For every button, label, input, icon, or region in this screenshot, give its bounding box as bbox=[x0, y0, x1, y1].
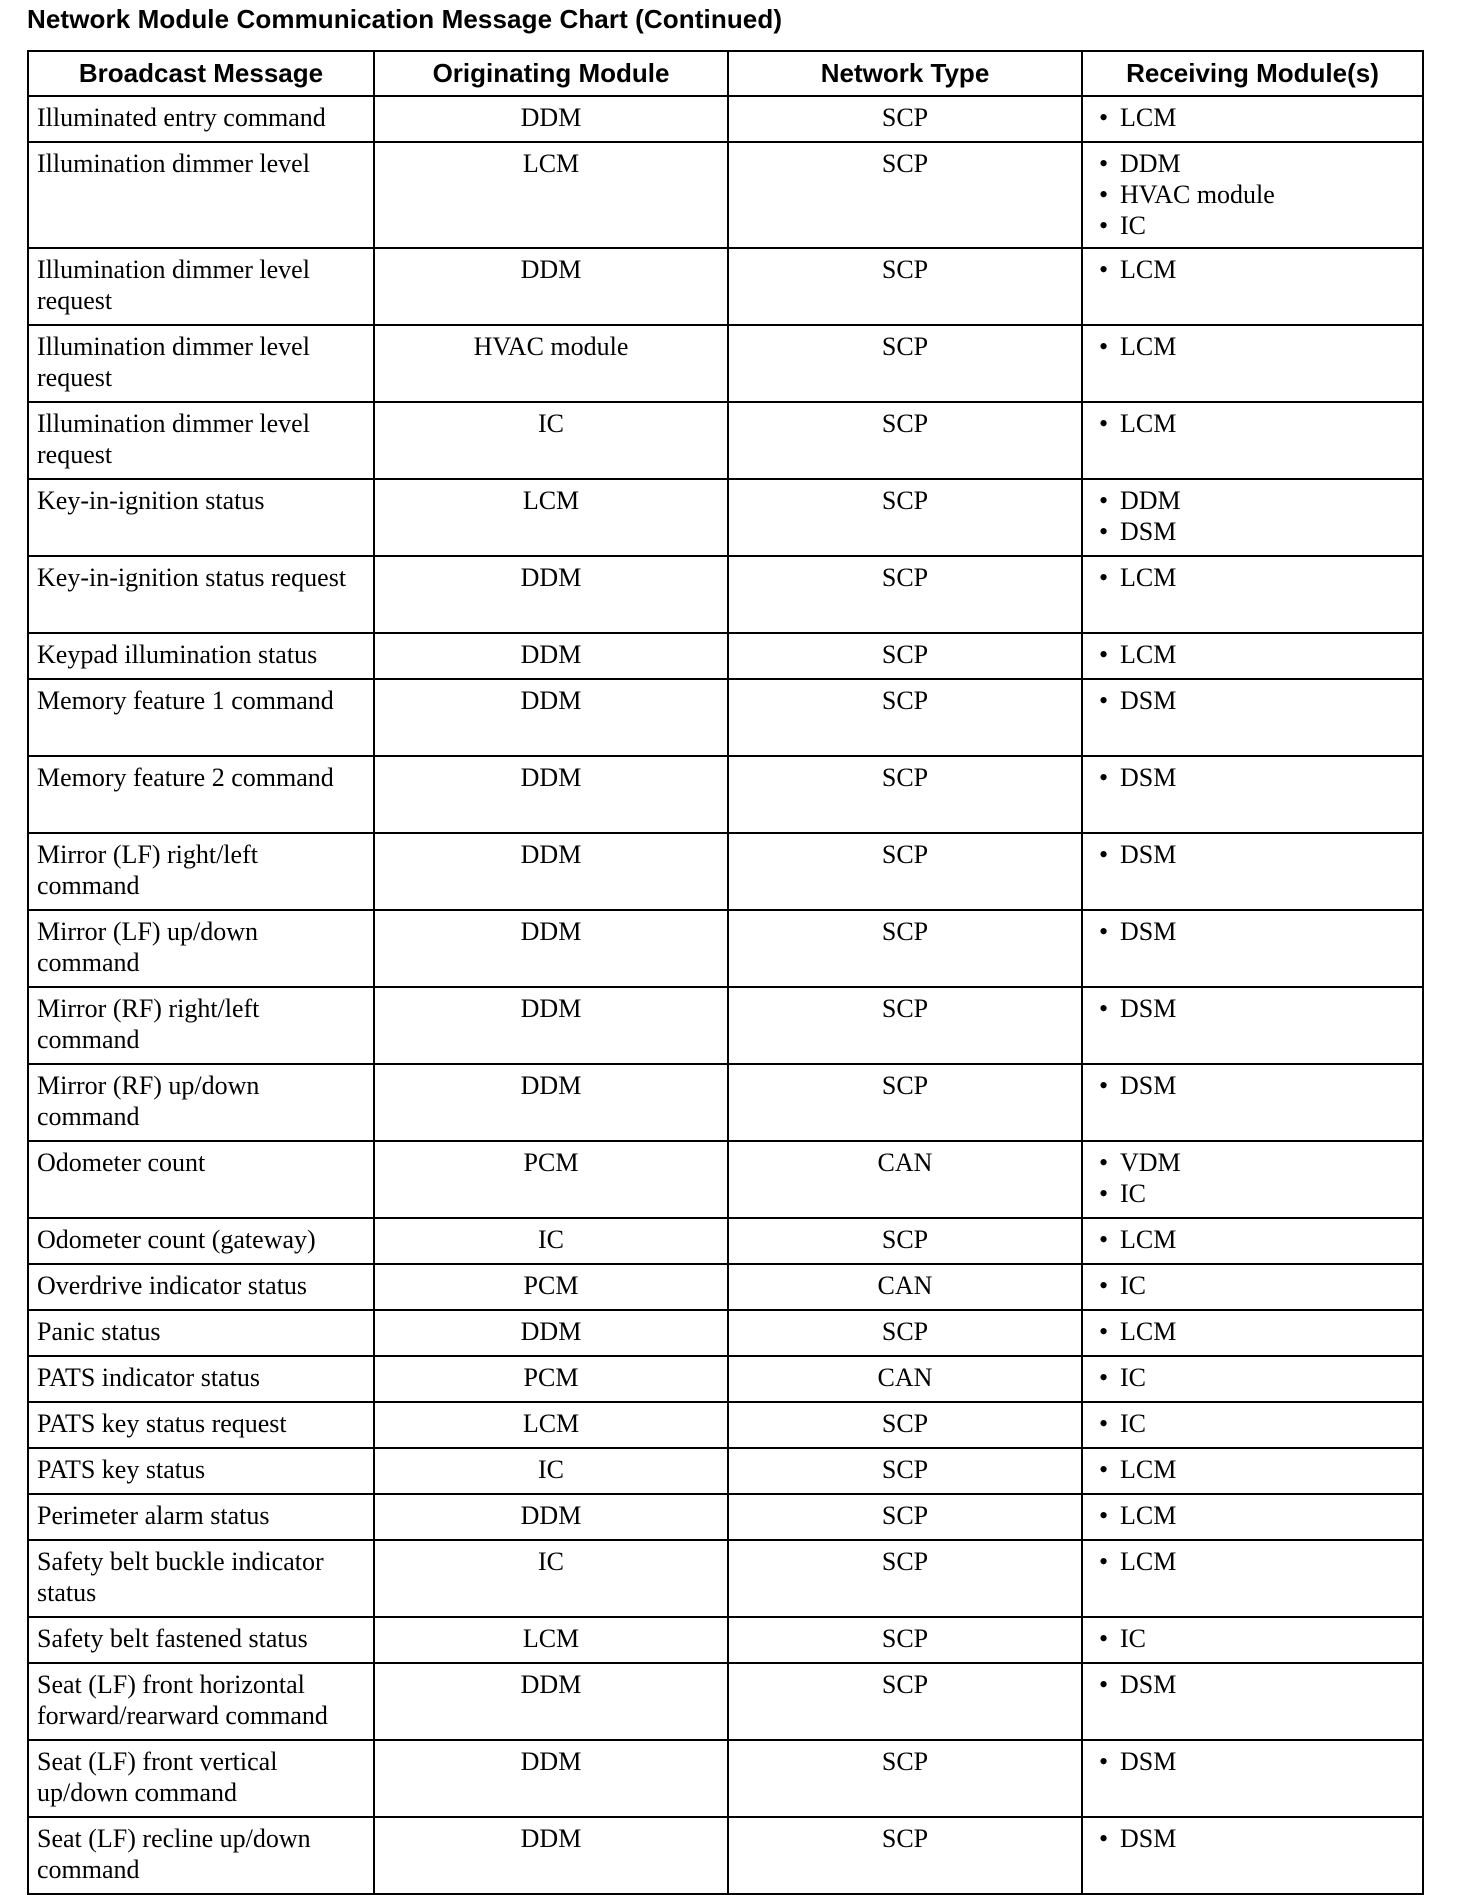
receiving-modules-cell bbox=[1082, 833, 1423, 910]
table-row bbox=[28, 248, 1423, 325]
list-item bbox=[1099, 148, 1414, 179]
receiving-modules-list bbox=[1091, 254, 1414, 285]
receiving-module-label: IC bbox=[1120, 1179, 1146, 1208]
originating-module-cell: DDM bbox=[374, 248, 728, 325]
originating-module-cell: IC bbox=[374, 1540, 728, 1617]
receiving-module-label: VDM bbox=[1120, 1148, 1181, 1177]
originating-module-cell: IC bbox=[374, 1218, 728, 1264]
broadcast-message-cell: Mirror (LF) up/down command bbox=[28, 910, 374, 987]
originating-module-cell: IC bbox=[374, 1448, 728, 1494]
network-type-cell: SCP bbox=[728, 1494, 1082, 1540]
network-type-cell: SCP bbox=[728, 142, 1082, 248]
list-item bbox=[1099, 210, 1414, 241]
receiving-modules-list bbox=[1091, 1500, 1414, 1531]
receiving-module-label: LCM bbox=[1120, 1501, 1177, 1530]
bullet-icon: • bbox=[1099, 103, 1109, 132]
table-row bbox=[28, 1817, 1423, 1894]
receiving-modules-cell bbox=[1082, 556, 1423, 633]
network-type-cell: SCP bbox=[728, 679, 1082, 756]
network-type-cell: SCP bbox=[728, 402, 1082, 479]
receiving-module-label: LCM bbox=[1120, 1455, 1177, 1484]
receiving-modules-list bbox=[1091, 1454, 1414, 1485]
network-type-cell: SCP bbox=[728, 248, 1082, 325]
receiving-modules-list bbox=[1091, 685, 1414, 716]
network-type-cell: SCP bbox=[728, 1540, 1082, 1617]
table-row bbox=[28, 833, 1423, 910]
bullet-icon: • bbox=[1099, 1225, 1109, 1254]
originating-module-cell: DDM bbox=[374, 96, 728, 142]
receiving-module-label: DSM bbox=[1120, 840, 1177, 869]
receiving-modules-cell bbox=[1082, 479, 1423, 556]
list-item bbox=[1099, 839, 1414, 870]
originating-module-cell: DDM bbox=[374, 1494, 728, 1540]
bullet-icon: • bbox=[1099, 1824, 1109, 1853]
table-row bbox=[28, 1494, 1423, 1540]
bullet-icon: • bbox=[1099, 1363, 1109, 1392]
receiving-modules-list bbox=[1091, 1070, 1414, 1101]
network-type-cell: SCP bbox=[728, 1218, 1082, 1264]
originating-module-cell: DDM bbox=[374, 987, 728, 1064]
receiving-modules-cell bbox=[1082, 325, 1423, 402]
receiving-modules-cell bbox=[1082, 1264, 1423, 1310]
list-item bbox=[1099, 1669, 1414, 1700]
broadcast-message-cell: Safety belt fastened status bbox=[28, 1617, 374, 1663]
receiving-modules-cell bbox=[1082, 1218, 1423, 1264]
broadcast-message-cell: Seat (LF) front horizontal forward/rearward command bbox=[28, 1663, 374, 1740]
list-item bbox=[1099, 254, 1414, 285]
broadcast-message-cell: Safety belt buckle indicator status bbox=[28, 1540, 374, 1617]
list-item bbox=[1099, 1408, 1414, 1439]
receiving-modules-cell bbox=[1082, 1540, 1423, 1617]
table-row bbox=[28, 1310, 1423, 1356]
receiving-module-label: IC bbox=[1120, 211, 1146, 240]
originating-module-cell: PCM bbox=[374, 1141, 728, 1218]
receiving-module-label: IC bbox=[1120, 1271, 1146, 1300]
table-row bbox=[28, 1141, 1423, 1218]
broadcast-message-cell: PATS key status request bbox=[28, 1402, 374, 1448]
receiving-modules-list bbox=[1091, 1823, 1414, 1854]
network-type-cell: SCP bbox=[728, 833, 1082, 910]
bullet-icon: • bbox=[1099, 840, 1109, 869]
table-header-row bbox=[28, 51, 1423, 96]
receiving-modules-list bbox=[1091, 1546, 1414, 1577]
list-item bbox=[1099, 562, 1414, 593]
receiving-module-label: DDM bbox=[1120, 149, 1181, 178]
network-type-cell: SCP bbox=[728, 1448, 1082, 1494]
bullet-icon: • bbox=[1099, 149, 1109, 178]
receiving-module-label: LCM bbox=[1120, 103, 1177, 132]
column-header-receiving-modules: Receiving Module(s) bbox=[1082, 51, 1423, 96]
receiving-module-label: DSM bbox=[1120, 994, 1177, 1023]
originating-module-cell: DDM bbox=[374, 633, 728, 679]
message-chart-table bbox=[27, 50, 1424, 1895]
originating-module-cell: DDM bbox=[374, 756, 728, 833]
table-row bbox=[28, 1663, 1423, 1740]
bullet-icon: • bbox=[1099, 1670, 1109, 1699]
receiving-module-label: LCM bbox=[1120, 563, 1177, 592]
receiving-modules-list bbox=[1091, 1270, 1414, 1301]
receiving-module-label: LCM bbox=[1120, 409, 1177, 438]
receiving-modules-cell bbox=[1082, 1141, 1423, 1218]
receiving-modules-list bbox=[1091, 148, 1414, 241]
originating-module-cell: PCM bbox=[374, 1356, 728, 1402]
receiving-modules-cell bbox=[1082, 142, 1423, 248]
list-item bbox=[1099, 1546, 1414, 1577]
table-row bbox=[28, 633, 1423, 679]
receiving-modules-cell bbox=[1082, 1064, 1423, 1141]
originating-module-cell: DDM bbox=[374, 1663, 728, 1740]
originating-module-cell: HVAC module bbox=[374, 325, 728, 402]
column-header-originating-module: Originating Module bbox=[374, 51, 728, 96]
originating-module-cell: DDM bbox=[374, 1740, 728, 1817]
table-row bbox=[28, 1617, 1423, 1663]
network-type-cell: CAN bbox=[728, 1141, 1082, 1218]
receiving-modules-list bbox=[1091, 1408, 1414, 1439]
bullet-icon: • bbox=[1099, 1501, 1109, 1530]
receiving-module-label: DSM bbox=[1120, 686, 1177, 715]
table-row bbox=[28, 96, 1423, 142]
broadcast-message-cell: Overdrive indicator status bbox=[28, 1264, 374, 1310]
network-type-cell: SCP bbox=[728, 1617, 1082, 1663]
broadcast-message-cell: Illumination dimmer level request bbox=[28, 402, 374, 479]
receiving-modules-cell bbox=[1082, 1356, 1423, 1402]
broadcast-message-cell: Perimeter alarm status bbox=[28, 1494, 374, 1540]
receiving-module-label: HVAC module bbox=[1120, 180, 1275, 209]
receiving-modules-cell bbox=[1082, 402, 1423, 479]
bullet-icon: • bbox=[1099, 1148, 1109, 1177]
broadcast-message-cell: Panic status bbox=[28, 1310, 374, 1356]
receiving-module-label: LCM bbox=[1120, 1547, 1177, 1576]
list-item bbox=[1099, 485, 1414, 516]
bullet-icon: • bbox=[1099, 763, 1109, 792]
broadcast-message-cell: Memory feature 1 command bbox=[28, 679, 374, 756]
network-type-cell: SCP bbox=[728, 96, 1082, 142]
bullet-icon: • bbox=[1099, 409, 1109, 438]
originating-module-cell: DDM bbox=[374, 833, 728, 910]
originating-module-cell: LCM bbox=[374, 479, 728, 556]
receiving-modules-list bbox=[1091, 839, 1414, 870]
receiving-modules-cell bbox=[1082, 1448, 1423, 1494]
receiving-module-label: LCM bbox=[1120, 255, 1177, 284]
list-item bbox=[1099, 762, 1414, 793]
bullet-icon: • bbox=[1099, 255, 1109, 284]
receiving-modules-cell bbox=[1082, 987, 1423, 1064]
broadcast-message-cell: Seat (LF) front vertical up/down command bbox=[28, 1740, 374, 1817]
table-row bbox=[28, 1356, 1423, 1402]
page-title: Network Module Communication Message Chart (Continued) bbox=[27, 4, 783, 34]
receiving-modules-list bbox=[1091, 331, 1414, 362]
receiving-modules-list bbox=[1091, 1669, 1414, 1700]
receiving-modules-list bbox=[1091, 1362, 1414, 1393]
receiving-modules-list bbox=[1091, 408, 1414, 439]
receiving-modules-cell bbox=[1082, 1494, 1423, 1540]
network-type-cell: SCP bbox=[728, 756, 1082, 833]
network-type-cell: SCP bbox=[728, 479, 1082, 556]
originating-module-cell: DDM bbox=[374, 1817, 728, 1894]
receiving-modules-list bbox=[1091, 1147, 1414, 1209]
receiving-module-label: DSM bbox=[1120, 1670, 1177, 1699]
bullet-icon: • bbox=[1099, 563, 1109, 592]
receiving-modules-cell bbox=[1082, 1663, 1423, 1740]
table-row bbox=[28, 1218, 1423, 1264]
list-item bbox=[1099, 916, 1414, 947]
column-header-broadcast-message: Broadcast Message bbox=[28, 51, 374, 96]
table-row bbox=[28, 142, 1423, 248]
list-item bbox=[1099, 639, 1414, 670]
network-type-cell: SCP bbox=[728, 987, 1082, 1064]
list-item bbox=[1099, 1270, 1414, 1301]
table-row bbox=[28, 910, 1423, 987]
list-item bbox=[1099, 1454, 1414, 1485]
bullet-icon: • bbox=[1099, 1071, 1109, 1100]
bullet-icon: • bbox=[1099, 332, 1109, 361]
originating-module-cell: DDM bbox=[374, 910, 728, 987]
bullet-icon: • bbox=[1099, 1271, 1109, 1300]
table-row bbox=[28, 679, 1423, 756]
table-row bbox=[28, 402, 1423, 479]
network-type-cell: SCP bbox=[728, 1310, 1082, 1356]
originating-module-cell: LCM bbox=[374, 142, 728, 248]
broadcast-message-cell: Illumination dimmer level request bbox=[28, 248, 374, 325]
table-row bbox=[28, 987, 1423, 1064]
bullet-icon: • bbox=[1099, 1409, 1109, 1438]
list-item bbox=[1099, 102, 1414, 133]
network-type-cell: CAN bbox=[728, 1264, 1082, 1310]
network-type-cell: SCP bbox=[728, 910, 1082, 987]
list-item bbox=[1099, 1178, 1414, 1209]
table-row bbox=[28, 1264, 1423, 1310]
receiving-modules-cell bbox=[1082, 1402, 1423, 1448]
receiving-module-label: DSM bbox=[1120, 917, 1177, 946]
list-item bbox=[1099, 685, 1414, 716]
bullet-icon: • bbox=[1099, 211, 1109, 240]
broadcast-message-cell: Key-in-ignition status request bbox=[28, 556, 374, 633]
network-type-cell: SCP bbox=[728, 556, 1082, 633]
receiving-modules-cell bbox=[1082, 1310, 1423, 1356]
receiving-module-label: IC bbox=[1120, 1624, 1146, 1653]
receiving-module-label: LCM bbox=[1120, 1317, 1177, 1346]
broadcast-message-cell: PATS key status bbox=[28, 1448, 374, 1494]
receiving-modules-cell bbox=[1082, 633, 1423, 679]
receiving-module-label: LCM bbox=[1120, 640, 1177, 669]
broadcast-message-cell: Illumination dimmer level bbox=[28, 142, 374, 248]
receiving-module-label: DSM bbox=[1120, 1824, 1177, 1853]
network-type-cell: SCP bbox=[728, 1663, 1082, 1740]
bullet-icon: • bbox=[1099, 517, 1109, 546]
receiving-modules-cell bbox=[1082, 1740, 1423, 1817]
receiving-modules-cell bbox=[1082, 1617, 1423, 1663]
table-row bbox=[28, 1064, 1423, 1141]
originating-module-cell: DDM bbox=[374, 1310, 728, 1356]
table-row bbox=[28, 556, 1423, 633]
broadcast-message-cell: Key-in-ignition status bbox=[28, 479, 374, 556]
receiving-module-label: LCM bbox=[1120, 332, 1177, 361]
bullet-icon: • bbox=[1099, 1179, 1109, 1208]
receiving-modules-list bbox=[1091, 102, 1414, 133]
broadcast-message-cell: Illuminated entry command bbox=[28, 96, 374, 142]
receiving-modules-cell bbox=[1082, 96, 1423, 142]
receiving-module-label: IC bbox=[1120, 1409, 1146, 1438]
column-header-network-type: Network Type bbox=[728, 51, 1082, 96]
network-type-cell: SCP bbox=[728, 1817, 1082, 1894]
receiving-modules-cell bbox=[1082, 756, 1423, 833]
list-item bbox=[1099, 408, 1414, 439]
receiving-module-label: DSM bbox=[1120, 1071, 1177, 1100]
receiving-modules-cell bbox=[1082, 679, 1423, 756]
list-item bbox=[1099, 1362, 1414, 1393]
receiving-modules-list bbox=[1091, 1316, 1414, 1347]
receiving-modules-list bbox=[1091, 993, 1414, 1024]
table-body bbox=[28, 96, 1423, 1894]
broadcast-message-cell: Mirror (RF) right/left command bbox=[28, 987, 374, 1064]
network-type-cell: SCP bbox=[728, 1740, 1082, 1817]
broadcast-message-cell: PATS indicator status bbox=[28, 1356, 374, 1402]
bullet-icon: • bbox=[1099, 1317, 1109, 1346]
table-row bbox=[28, 325, 1423, 402]
network-type-cell: SCP bbox=[728, 1402, 1082, 1448]
receiving-modules-cell bbox=[1082, 248, 1423, 325]
list-item bbox=[1099, 179, 1414, 210]
originating-module-cell: DDM bbox=[374, 1064, 728, 1141]
list-item bbox=[1099, 993, 1414, 1024]
bullet-icon: • bbox=[1099, 1624, 1109, 1653]
table-row bbox=[28, 1540, 1423, 1617]
receiving-modules-list bbox=[1091, 639, 1414, 670]
broadcast-message-cell: Mirror (RF) up/down command bbox=[28, 1064, 374, 1141]
bullet-icon: • bbox=[1099, 686, 1109, 715]
receiving-module-label: DSM bbox=[1120, 517, 1177, 546]
broadcast-message-cell: Odometer count (gateway) bbox=[28, 1218, 374, 1264]
table-row bbox=[28, 1740, 1423, 1817]
list-item bbox=[1099, 1147, 1414, 1178]
list-item bbox=[1099, 1823, 1414, 1854]
table-row bbox=[28, 1402, 1423, 1448]
list-item bbox=[1099, 331, 1414, 362]
bullet-icon: • bbox=[1099, 1547, 1109, 1576]
receiving-modules-cell bbox=[1082, 910, 1423, 987]
bullet-icon: • bbox=[1099, 640, 1109, 669]
receiving-modules-list bbox=[1091, 485, 1414, 547]
list-item bbox=[1099, 1316, 1414, 1347]
receiving-modules-list bbox=[1091, 1746, 1414, 1777]
receiving-modules-list bbox=[1091, 1224, 1414, 1255]
list-item bbox=[1099, 1746, 1414, 1777]
broadcast-message-cell: Illumination dimmer level request bbox=[28, 325, 374, 402]
originating-module-cell: PCM bbox=[374, 1264, 728, 1310]
receiving-modules-cell bbox=[1082, 1817, 1423, 1894]
list-item bbox=[1099, 1224, 1414, 1255]
broadcast-message-cell: Memory feature 2 command bbox=[28, 756, 374, 833]
bullet-icon: • bbox=[1099, 994, 1109, 1023]
originating-module-cell: LCM bbox=[374, 1402, 728, 1448]
bullet-icon: • bbox=[1099, 180, 1109, 209]
table-row bbox=[28, 756, 1423, 833]
list-item bbox=[1099, 1500, 1414, 1531]
receiving-module-label: IC bbox=[1120, 1363, 1146, 1392]
receiving-modules-list bbox=[1091, 916, 1414, 947]
table-row bbox=[28, 479, 1423, 556]
broadcast-message-cell: Keypad illumination status bbox=[28, 633, 374, 679]
network-type-cell: CAN bbox=[728, 1356, 1082, 1402]
bullet-icon: • bbox=[1099, 1747, 1109, 1776]
network-type-cell: SCP bbox=[728, 1064, 1082, 1141]
broadcast-message-cell: Mirror (LF) right/left command bbox=[28, 833, 374, 910]
receiving-modules-list bbox=[1091, 562, 1414, 593]
originating-module-cell: IC bbox=[374, 402, 728, 479]
bullet-icon: • bbox=[1099, 486, 1109, 515]
originating-module-cell: DDM bbox=[374, 556, 728, 633]
receiving-modules-list bbox=[1091, 1623, 1414, 1654]
receiving-module-label: LCM bbox=[1120, 1225, 1177, 1254]
broadcast-message-cell: Seat (LF) recline up/down command bbox=[28, 1817, 374, 1894]
network-type-cell: SCP bbox=[728, 325, 1082, 402]
bullet-icon: • bbox=[1099, 917, 1109, 946]
receiving-module-label: DDM bbox=[1120, 486, 1181, 515]
receiving-module-label: DSM bbox=[1120, 763, 1177, 792]
table-row bbox=[28, 1448, 1423, 1494]
receiving-modules-list bbox=[1091, 762, 1414, 793]
list-item bbox=[1099, 1070, 1414, 1101]
originating-module-cell: LCM bbox=[374, 1617, 728, 1663]
bullet-icon: • bbox=[1099, 1455, 1109, 1484]
list-item bbox=[1099, 1623, 1414, 1654]
broadcast-message-cell: Odometer count bbox=[28, 1141, 374, 1218]
list-item bbox=[1099, 516, 1414, 547]
receiving-module-label: DSM bbox=[1120, 1747, 1177, 1776]
originating-module-cell: DDM bbox=[374, 679, 728, 756]
network-type-cell: SCP bbox=[728, 633, 1082, 679]
